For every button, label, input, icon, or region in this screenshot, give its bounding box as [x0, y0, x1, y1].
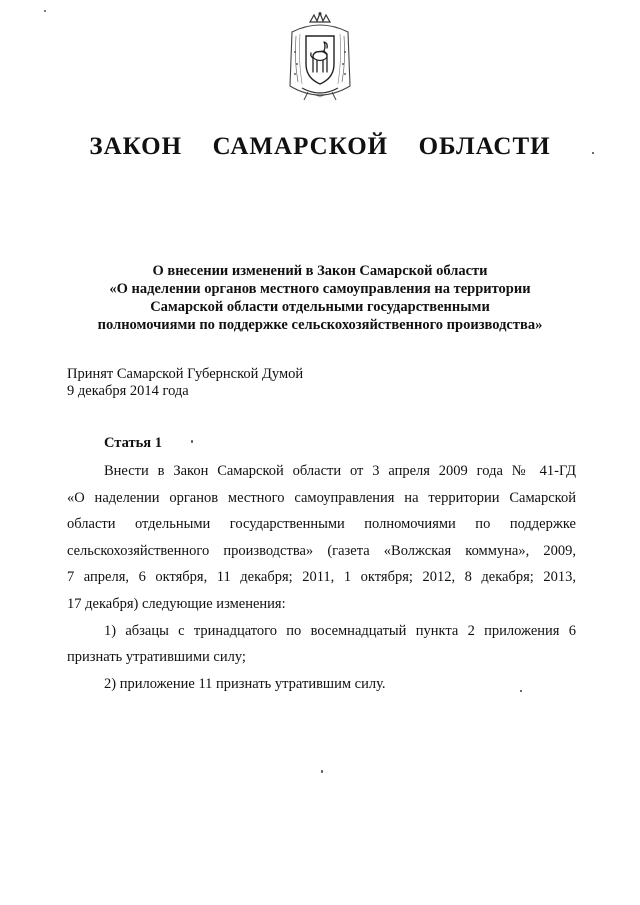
law-title: ЗАКОН САМАРСКОЙ ОБЛАСТИ: [89, 133, 551, 160]
list-item-line: 1) абзацы с тринадцатого по восемнадцатый пункта 2 приложения 6: [104, 622, 576, 639]
scan-speck: [592, 152, 594, 154]
subject-line: «О наделении органов местного самоуправления на территории: [109, 281, 531, 297]
paragraph-line: Внести в Закон Самарской области от 3 апреля 2009 года № 41-ГД: [104, 463, 576, 479]
scan-speck: [520, 690, 522, 692]
scan-speck: [44, 10, 46, 12]
coat-of-arms-emblem: [284, 12, 356, 104]
adoption-info: [67, 366, 303, 400]
article-body: [67, 458, 576, 697]
paragraph-line: 17 декабря) следующие изменения:: [67, 595, 286, 612]
paragraph-line: 7 апреля, 6 октября, 11 декабря; 2011, 1 октября; 2012, 8 декабря; 2013,: [67, 569, 576, 586]
list-item-line: признать утратившими силу;: [67, 649, 246, 666]
adopted-by: Принят Самарской Губернской Думой: [67, 366, 304, 382]
law-subject: [40, 262, 600, 334]
article-heading: Статья 1: [104, 435, 162, 451]
subject-line: полномочиями по поддержке сельскохозяйственного производства»: [97, 317, 543, 333]
subject-line: О внесении изменений в Закон Самарской области: [152, 263, 488, 279]
scan-speck: [191, 440, 193, 443]
scan-speck: [321, 770, 323, 773]
paragraph-line: «О наделении органов местного самоуправления на территории Самарской: [67, 489, 576, 506]
paragraph-line: области отдельными государственными полномочиями по поддержке: [67, 516, 576, 533]
adoption-date: 9 декабря 2014 года: [67, 383, 189, 399]
paragraph-line: сельскохозяйственного производства» (газета «Волжская коммуна», 2009,: [67, 542, 576, 559]
subject-line: Самарской области отдельными государственными: [150, 299, 490, 315]
list-item-line: 2) приложение 11 признать утратившим силу.: [104, 675, 386, 692]
